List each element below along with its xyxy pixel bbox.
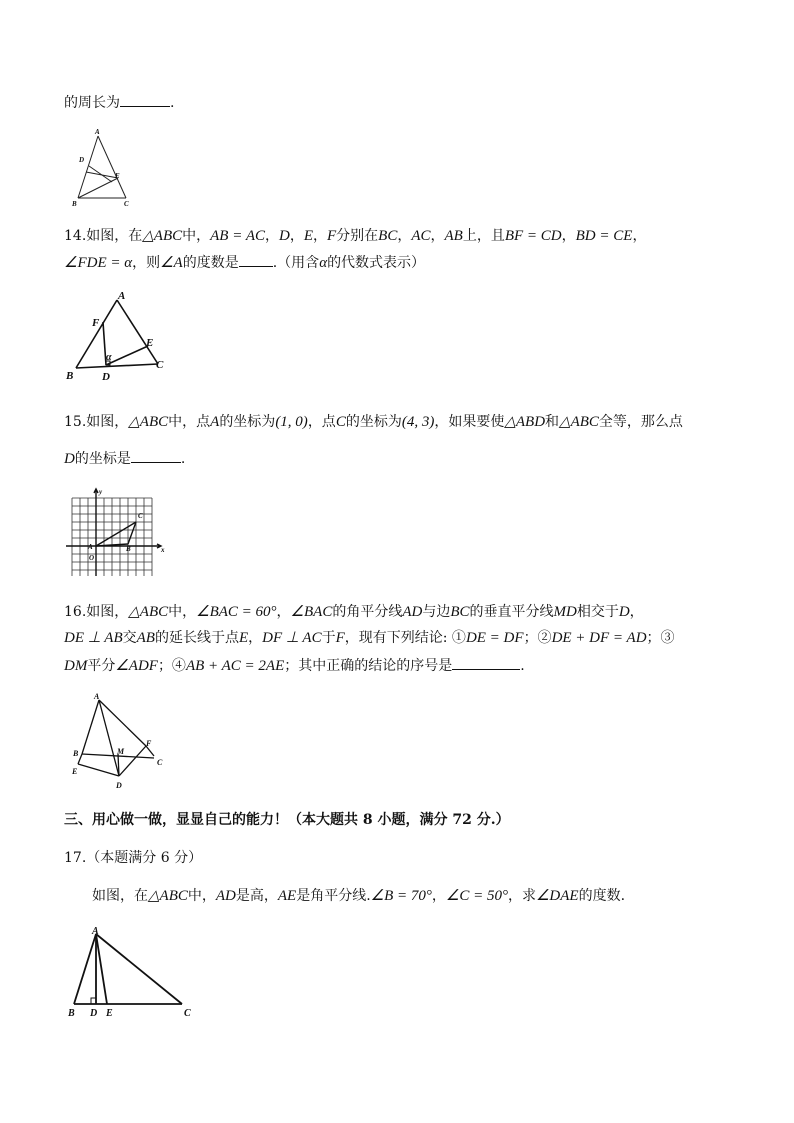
figure-q13 (72, 128, 142, 208)
label-E: E (115, 172, 120, 180)
q14-line2: ∠FDE = α，则∠A的度数是 .（用含α的代数式表示） (64, 252, 425, 273)
q17-text: 如图，在△ABC中，AD是高，AE是角平分线.∠B = 70°，∠C = 50°，求∠DAE的度数. (92, 888, 626, 904)
label-C: C (138, 512, 143, 520)
label-O: O (89, 554, 95, 562)
label-C: C (157, 758, 163, 767)
label-D: D (102, 371, 110, 383)
q13-tail: 的周长为 . (64, 92, 174, 113)
label-D: D (79, 156, 85, 164)
label-D: D (116, 781, 122, 790)
label-B: B (73, 749, 79, 758)
label-B: B (68, 1008, 75, 1019)
label-B: B (66, 370, 74, 382)
label-D: D (90, 1008, 98, 1019)
answer-blank[interactable] (452, 655, 520, 670)
label-E: E (72, 767, 78, 776)
label-y: y (99, 488, 103, 496)
label-E: E (106, 1008, 113, 1019)
q16-line3: DM平分∠ADF；④AB + AC = 2AE；其中正确的结论的序号是 . (64, 655, 525, 676)
q16-line2: DE ⊥ AB交AB的延长线于点E，DF ⊥ AC于F，现有下列结论: ①DE = DF；②DE + DF = AD；③ (64, 630, 675, 646)
figure-q15 (64, 486, 168, 580)
label-M: M (117, 747, 125, 756)
label-A: A (88, 543, 93, 551)
label-A: A (92, 926, 99, 937)
q15-line2: D的坐标是 . (64, 448, 185, 469)
label-C: C (124, 200, 129, 208)
label-alpha: α (106, 352, 112, 363)
label-A: A (118, 290, 126, 302)
answer-blank[interactable] (239, 252, 273, 267)
q17-header: 17.（本题满分 6 分） (64, 850, 203, 866)
answer-blank[interactable] (120, 92, 170, 107)
label-F: F (146, 739, 152, 748)
label-B: B (126, 545, 131, 553)
label-x: x (161, 546, 165, 554)
label-F: F (92, 317, 100, 329)
q16-line1: 16.如图，△ABC中，∠BAC = 60°，∠BAC的角平分线AD与边BC的垂直平分线MD相交于D， (64, 604, 644, 620)
label-A: A (95, 128, 100, 136)
q14-line1: 14.如图，在△ABC中，AB = AC，D，E，F分别在BC，AC，AB上，且BF = CD，BD = CE， (64, 228, 647, 244)
q15-line1: 15.如图，△ABC中，点A的坐标为(1, 0)，点C的坐标为(4, 3)，如果要使△ABD和△ABC全等，那么点 (64, 414, 683, 430)
section-3-heading: 三、用心做一做，显显自己的能力！（本大题共 8 小题，满分 72 分.） (64, 812, 510, 828)
figure-q17 (64, 922, 204, 1022)
label-C: C (156, 359, 164, 371)
label-E: E (146, 337, 154, 349)
answer-blank[interactable] (131, 448, 181, 463)
label-C: C (184, 1008, 191, 1019)
figure-q14 (62, 288, 172, 383)
label-A: A (94, 692, 100, 701)
figure-q16 (64, 688, 174, 793)
label-B: B (72, 200, 77, 208)
